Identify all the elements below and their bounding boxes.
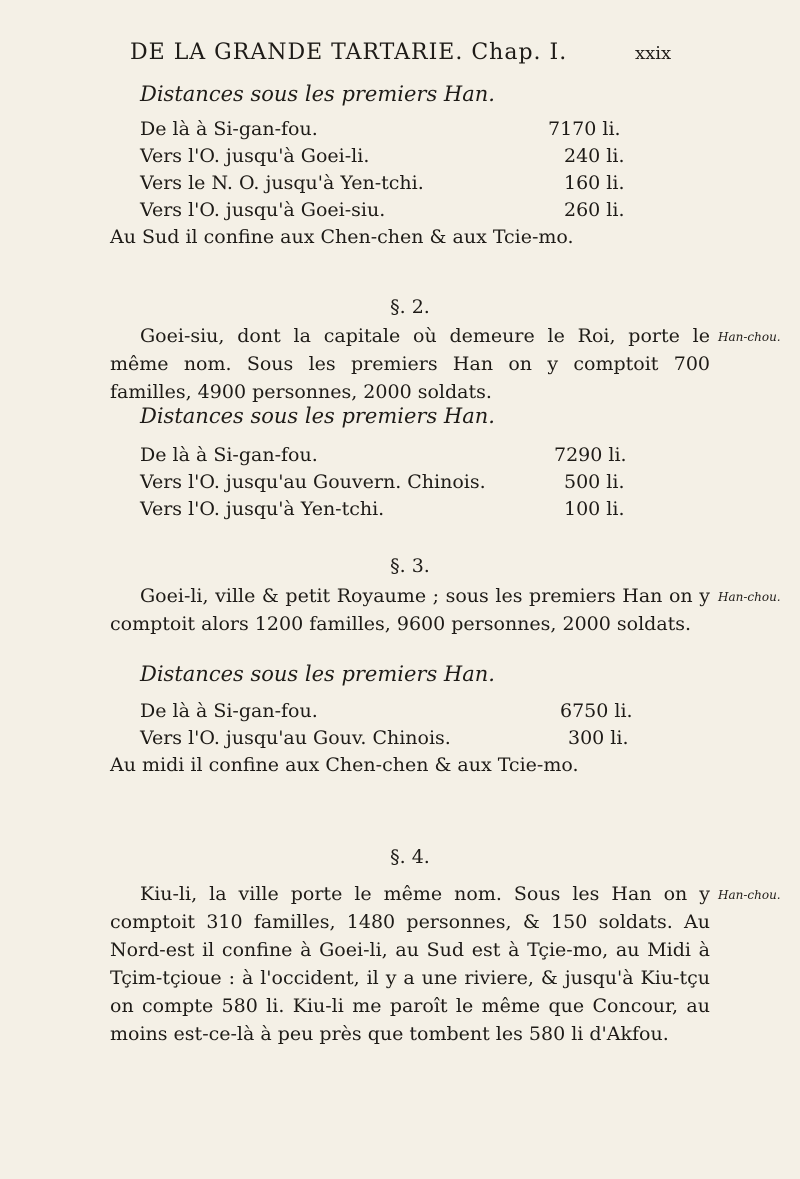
section-paragraph: Goei-li, ville & petit Royaume ; sous les premiers Han on y comptoit alors 1200 familles, 9600 personnes, 2000 soldats.: [110, 585, 710, 635]
distance-row: [140, 199, 710, 226]
section-paragraph: Kiu-li, la ville porte le même nom. Sous les Han on y comptoit 310 familles, 1480 personnes, & 150 soldats. Au Nord-est il confine à Goei-li, au Sud est à Tçie-mo, au Midi à Tçim-tçioue : à l'occident, il y a une riviere, & jusqu'à Kiu-tçu on compte 580 li. Kiu-li me paroît le même que Concour, au moins est-ce-là à peu près que tombent les 580 li d'Akfou.: [110, 883, 710, 1045]
section-3-text: [110, 582, 710, 638]
margin-note: Han-chou.: [718, 330, 781, 344]
section-2-text: [110, 322, 710, 406]
distance-row: [140, 118, 710, 145]
table-heading: Distances sous les premiers Han.: [140, 662, 495, 686]
section-3: [110, 555, 710, 577]
distance: 100 li.: [564, 498, 625, 520]
distance: 160 li.: [564, 172, 625, 194]
distance: 240 li.: [564, 145, 625, 167]
distance: 7290 li.: [554, 444, 627, 466]
page-header: [130, 40, 670, 72]
section-number: §. 2.: [390, 296, 430, 318]
section-number: §. 4.: [390, 846, 430, 868]
margin-note: Han-chou.: [718, 888, 781, 902]
place: Vers l'O. jusqu'à Yen-tchi.: [140, 498, 385, 520]
place: De là à Si-gan-fou.: [140, 444, 318, 466]
distance-row: [140, 172, 710, 199]
place: Vers le N. O. jusqu'à Yen-tchi.: [140, 172, 424, 194]
table-closing-note: Au midi il confine aux Chen-chen & aux Tcie-mo.: [110, 754, 579, 776]
distance-table-1: [110, 82, 710, 248]
place: Vers l'O. jusqu'au Gouvern. Chinois.: [140, 471, 486, 493]
place: De là à Si-gan-fou.: [140, 700, 318, 722]
distance-row: [140, 145, 710, 172]
distance-row: [140, 727, 710, 754]
table-closing-note: Au Sud il confine aux Chen-chen & aux Tcie-mo.: [110, 226, 574, 248]
page-number: xxix: [635, 43, 672, 64]
place: De là à Si-gan-fou.: [140, 118, 318, 140]
section-paragraph: Goei-siu, dont la capitale où demeure le Roi, porte le même nom. Sous les premiers Han on y comptoit 700 familles, 4900 personnes, 2000 soldats.: [110, 325, 710, 403]
place: Vers l'O. jusqu'à Goei-li.: [140, 145, 370, 167]
place: Vers l'O. jusqu'au Gouv. Chinois.: [140, 727, 451, 749]
section-4: [110, 846, 710, 868]
section-number: §. 3.: [390, 555, 430, 577]
distance: 500 li.: [564, 471, 625, 493]
section-4-text: [110, 880, 710, 1048]
margin-note: Han-chou.: [718, 590, 781, 604]
distance-row: [140, 700, 710, 727]
place: Vers l'O. jusqu'à Goei-siu.: [140, 199, 386, 221]
distance-table-3: [110, 662, 710, 776]
distance: 300 li.: [568, 727, 629, 749]
distance-row: [140, 444, 710, 471]
distance-row: [140, 471, 710, 498]
distance-row: [140, 498, 710, 525]
distance: 6750 li.: [560, 700, 633, 722]
table-heading: Distances sous les premiers Han.: [140, 404, 495, 428]
section-2: [110, 296, 710, 318]
table-heading: Distances sous les premiers Han.: [140, 82, 495, 106]
distance: 260 li.: [564, 199, 625, 221]
distance: 7170 li.: [548, 118, 621, 140]
distance-table-2: [110, 404, 710, 525]
running-title: DE LA GRANDE TARTARIE. Chap. I.: [130, 40, 568, 65]
